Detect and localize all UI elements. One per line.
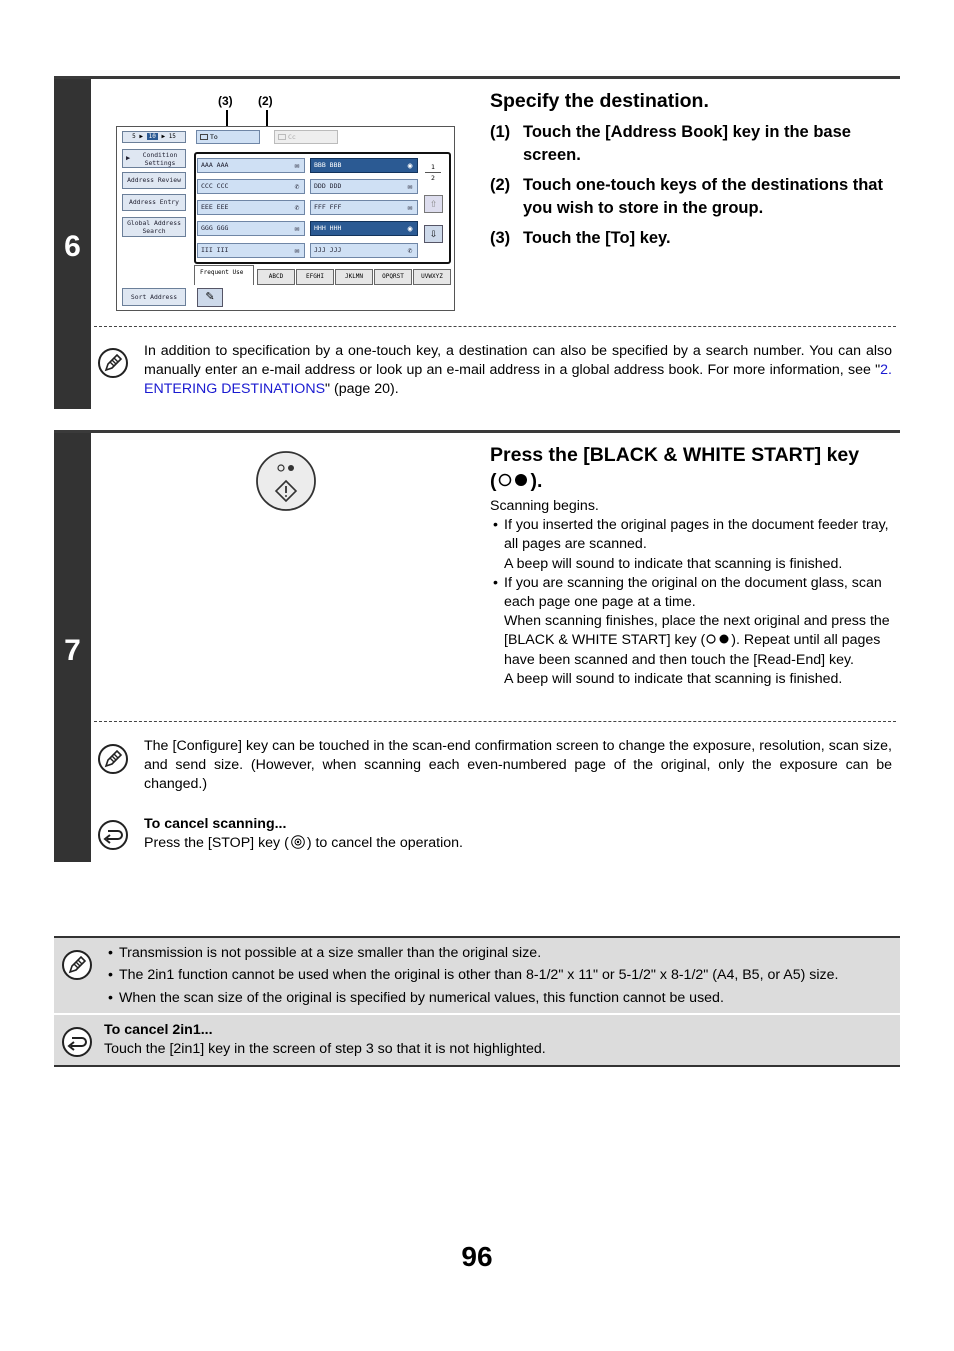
globe-icon: ◉ xyxy=(407,161,413,170)
key-label: AAA AAA xyxy=(201,161,229,169)
note-text-before: In addition to specification by a one-touch key, a destination can also be specified by a search number. You can also manually enter an e-mail address or look up an e-mail address in a global address book. For more information, see " xyxy=(144,343,892,379)
scanning-begins-text: Scanning begins. xyxy=(490,498,599,514)
cancel-scanning-title: To cancel scanning... xyxy=(144,816,287,832)
note-pencil-icon xyxy=(61,949,93,981)
arrow-down-icon: ⇩ xyxy=(429,229,438,239)
step6-separator xyxy=(94,326,896,327)
global-address-search-button[interactable]: Global Address Search xyxy=(122,217,186,237)
sort-address-button[interactable]: Sort Address xyxy=(122,288,186,306)
step6-note xyxy=(144,342,892,400)
page-indicator: 5 ▶ 10 ▶ 15 xyxy=(122,131,186,143)
one-touch-key[interactable] xyxy=(197,200,305,215)
notes-bullet-2: • The 2in1 function cannot be used when the original is other than 8-1/2" x 11" or 5-1/2" x 8-1/2" (A4, B5, or A5) size. xyxy=(108,967,839,983)
page-number: 96 xyxy=(461,1241,493,1272)
step7-top-rule xyxy=(54,430,900,433)
page-count-total: 2 xyxy=(425,172,441,183)
notes-box-bottom-rule xyxy=(54,1065,900,1067)
substep-number: (2) xyxy=(490,176,511,194)
tab-efghi[interactable]: EFGHI xyxy=(296,269,334,285)
step7-separator xyxy=(94,721,896,722)
tab-opqrst[interactable]: OPQRST xyxy=(374,269,412,285)
envelope-icon: ✉ xyxy=(407,182,413,191)
tab-frequent-use[interactable]: Frequent Use xyxy=(194,265,254,285)
callout-2: (2) xyxy=(258,94,273,108)
step6-substep-2 xyxy=(490,174,890,220)
key-label: JJJ JJJ xyxy=(314,246,342,254)
bullet-2-repeat: ). Repeat until all pages have been scanned and then touch the [Read-End] key. xyxy=(504,632,881,668)
envelope-icon: ✉ xyxy=(294,224,300,233)
address-review-button[interactable]: Address Review xyxy=(122,172,186,189)
note-text-after: " (page 20). xyxy=(325,381,399,398)
bullet-1-text: If you inserted the original pages in the document feeder tray, all pages are scanned. xyxy=(504,517,889,553)
phone-icon: ✆ xyxy=(294,182,300,191)
key-label: HHH HHH xyxy=(314,224,342,232)
triangle-right-icon: ▶ xyxy=(126,154,131,162)
condition-settings-label: Condition Settings xyxy=(142,151,178,167)
key-label: GGG GGG xyxy=(201,224,229,232)
step6-number: 6 xyxy=(64,230,81,263)
substep-number: (1) xyxy=(490,123,511,141)
notes-bullet-3: • When the scan size of the original is specified by numerical values, this function cannot be used. xyxy=(108,990,724,1006)
one-touch-key[interactable] xyxy=(310,179,418,194)
bw-start-symbol-icon xyxy=(705,633,731,645)
callout-3: (3) xyxy=(218,94,233,108)
bullet-2-press: When scanning finishes, place the next original and press the [BLACK & WHITE START] key ( xyxy=(504,613,890,649)
key-label: FFF FFF xyxy=(314,203,342,211)
page-last: 15 xyxy=(168,133,176,140)
step7-bullet-1 xyxy=(490,516,894,574)
substep-text: Touch the [Address Book] key in the base screen. xyxy=(523,123,851,164)
cc-button[interactable] xyxy=(274,130,338,144)
key-label: DDD DDD xyxy=(314,182,342,190)
globe-icon: ◉ xyxy=(407,224,413,233)
page-first: 5 xyxy=(132,133,136,140)
stop-key-icon xyxy=(289,835,307,849)
one-touch-key[interactable] xyxy=(310,200,418,215)
cancel-text-after: ) to cancel the operation. xyxy=(306,835,463,852)
envelope-icon: ✉ xyxy=(294,246,300,255)
bullet-2-beep: A beep will sound to indicate that scanning is finished. xyxy=(504,670,843,687)
key-label: BBB BBB xyxy=(314,161,342,169)
step6-substep-1 xyxy=(490,121,890,167)
substep-text: Touch the [To] key. xyxy=(523,229,671,247)
one-touch-key[interactable] xyxy=(310,243,418,258)
note-pencil-icon xyxy=(97,743,129,775)
address-book-tool-button[interactable] xyxy=(197,288,223,307)
key-label: EEE EEE xyxy=(201,203,229,211)
scroll-up-button[interactable] xyxy=(424,195,443,213)
page-count xyxy=(425,162,441,183)
cancel-return-icon xyxy=(97,819,129,851)
step7-heading-line1: Press the [BLACK & WHITE START] key xyxy=(490,444,860,466)
step7-heading xyxy=(490,443,859,493)
note-pencil-icon xyxy=(97,347,129,379)
address-card-icon xyxy=(200,134,208,140)
bullet-1-beep: A beep will sound to indicate that scanning is finished. xyxy=(504,555,843,572)
cc-label: Cc xyxy=(288,133,296,141)
cancel-return-icon xyxy=(61,1026,93,1058)
condition-settings-button[interactable] xyxy=(122,149,186,168)
entering-destinations-link[interactable]: 2. ENTERING DESTINATIONS xyxy=(144,362,892,398)
step6-substep-3 xyxy=(490,227,890,250)
envelope-icon: ✉ xyxy=(407,203,413,212)
one-touch-key-selected[interactable] xyxy=(310,221,418,236)
bullet-dot: • xyxy=(493,574,498,591)
phone-icon: ✆ xyxy=(407,246,413,255)
tab-abcd[interactable]: ABCD xyxy=(257,269,295,285)
cancel-2in1-block xyxy=(104,1021,894,1059)
bw-start-symbol-icon xyxy=(497,472,531,488)
one-touch-key[interactable] xyxy=(197,221,305,236)
one-touch-key-selected[interactable] xyxy=(310,158,418,173)
phone-icon: ✆ xyxy=(294,203,300,212)
step6-top-rule xyxy=(54,76,900,79)
address-book-screen xyxy=(116,126,455,311)
one-touch-key[interactable] xyxy=(197,179,305,194)
cancel-2in1-text: Touch the [2in1] key in the screen of step 3 so that it is not highlighted. xyxy=(104,1041,546,1058)
address-entry-button[interactable]: Address Entry xyxy=(122,194,186,211)
tab-uvwxyz[interactable]: UVWXYZ xyxy=(413,269,451,285)
to-label: To xyxy=(210,133,218,141)
page-count-current: 1 xyxy=(431,163,435,171)
one-touch-key[interactable] xyxy=(197,158,305,173)
key-label: CCC CCC xyxy=(201,182,229,190)
substep-text: Touch one-touch keys of the destinations that you wish to store in the group. xyxy=(523,176,883,217)
substep-number: (3) xyxy=(490,229,511,247)
step7-heading-open: ( xyxy=(490,470,497,492)
envelope-icon: ✉ xyxy=(294,161,300,170)
one-touch-key[interactable] xyxy=(197,243,305,258)
page-current: 10 xyxy=(148,133,156,140)
arrow-up-icon: ⇧ xyxy=(429,199,438,209)
tab-jklmn[interactable]: JKLMN xyxy=(335,269,373,285)
key-label: III III xyxy=(201,246,229,254)
cancel-scanning-block xyxy=(144,815,892,853)
cancel-text-before: Press the [STOP] key ( xyxy=(144,835,289,852)
notes-bullet-2-text: The 2in1 function cannot be used when the original is other than 8-1/2" x 11" or 5-1/2" x 8-1/2" (A4, B5, or A5) size. xyxy=(119,967,839,983)
notes-bullet-1: • Transmission is not possible at a size smaller than the original size. xyxy=(108,945,542,961)
step7-bullet-2 xyxy=(490,574,894,689)
cancel-2in1-title: To cancel 2in1... xyxy=(104,1022,213,1038)
step7-note: The [Configure] key can be touched in the scan-end confirmation screen to change the exposure, resolution, scan size, and send size. (However, when scanning each even-numbered page of the original, only the exposure can be changed.) xyxy=(144,738,892,793)
bullet-dot: • xyxy=(493,517,498,534)
to-button[interactable] xyxy=(196,130,260,144)
step7-body xyxy=(490,497,894,689)
start-key-icon xyxy=(254,449,318,513)
notes-bullet-3-text: When the scan size of the original is specified by numerical values, this function cannot be used. xyxy=(119,990,724,1006)
address-card-icon xyxy=(278,134,286,140)
pencil-icon: ✎ xyxy=(205,291,215,303)
step6-heading: Specify the destination. xyxy=(490,90,709,112)
step7-heading-close: ). xyxy=(530,470,543,492)
step7-number: 7 xyxy=(64,634,81,667)
notes-bullet-1-text: Transmission is not possible at a size smaller than the original size. xyxy=(119,945,542,961)
scroll-down-button[interactable] xyxy=(424,225,443,243)
bullet-2-text: If you are scanning the original on the document glass, scan each page one page at a time. xyxy=(504,574,882,611)
